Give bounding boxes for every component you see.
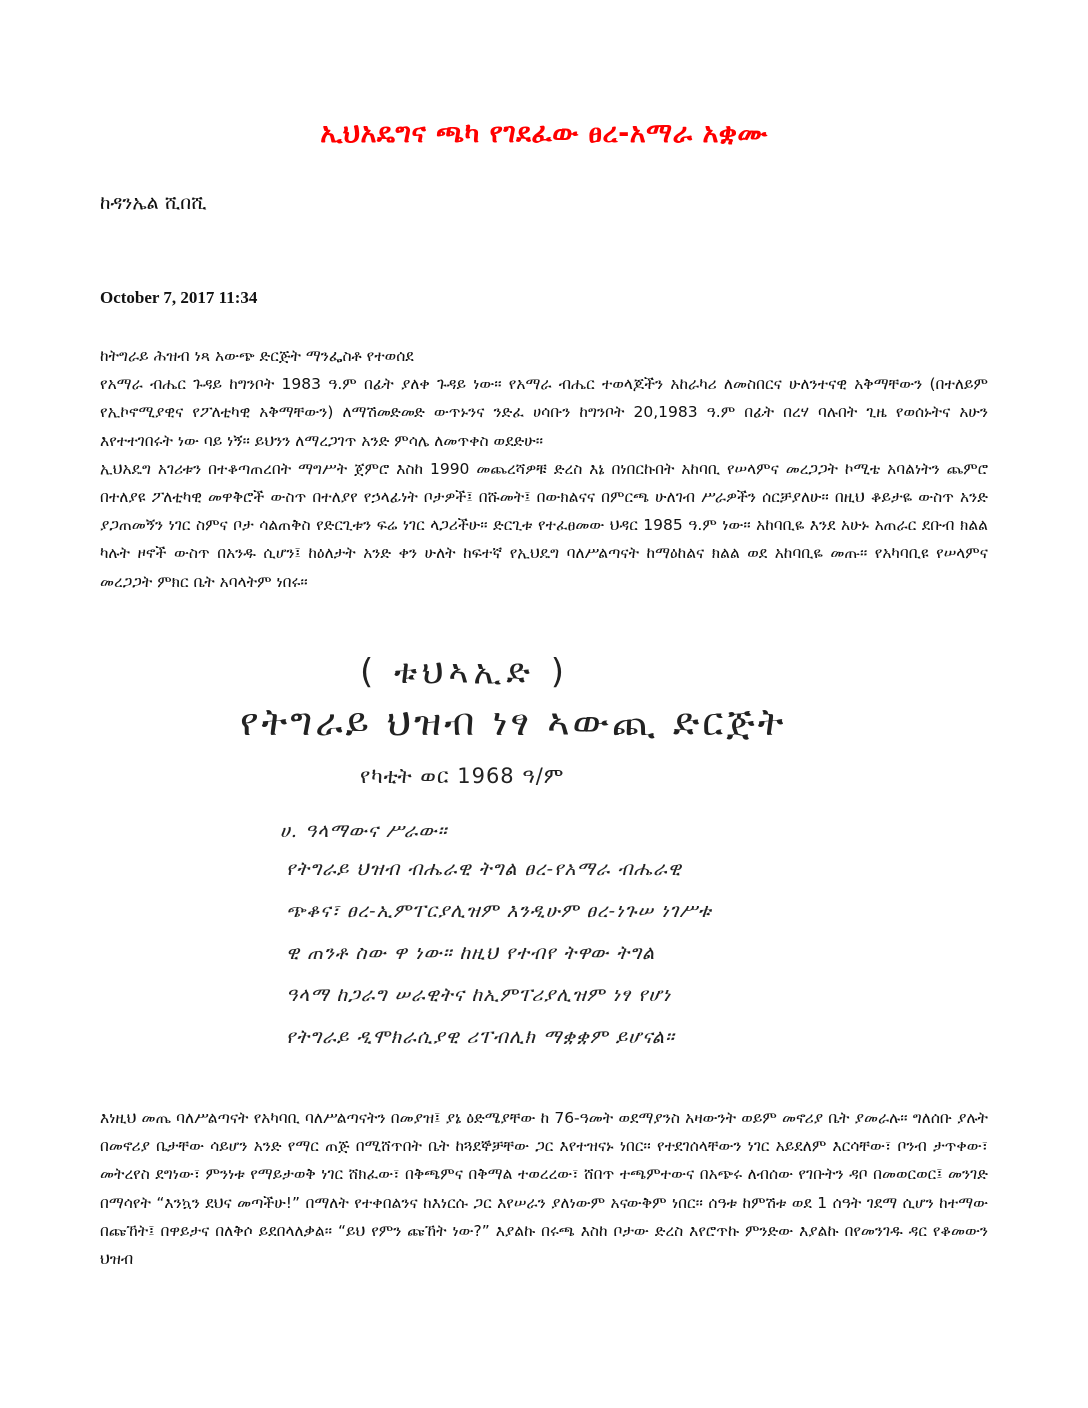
- scan-org-name: የትግራይ ህዝብ ነፃ ኣውጪ ድርጅት: [240, 700, 787, 744]
- paragraph: ከትግራይ ሕዝብ ነጻ አውጭ ድርጅት ማንፌስቶ የተወሰደ: [100, 347, 414, 365]
- handwritten-line: ዓላማ ከጋራግ ሠራዊትና ከኢምፐሪያሊዝም ነፃ የሆነ: [286, 984, 671, 1006]
- article-body-top: [100, 342, 988, 596]
- scan-date: የካቲት ወር 1968 ዓ/ም: [360, 764, 565, 788]
- publish-date: October 7, 2017 11:34: [100, 288, 258, 307]
- paragraph: እነዚህ መጤ ባለሥልጣናት የአካባቢ ባለሥልጣናትን በመያዝ፤ ያኔ ዕድሜያቸው ከ 76-ዓመት ወደማያንስ አዛውንት ወይም መኖሪያ ቤት ያመራሉ፡፡ ግለሰቡ ያሉት በመኖሪያ ቤታቸው ሳይሆን አንድ የማር ጠጅ በሚሸጥበት ቤት ከጓደኞቻቸው ጋር እየተዝናኑ ነበር፡፡ የተደገሰላቸውን ነገር አይደለም እርሳቸው፣ ቦንብ ታጥቀው፣ መትረየስ ደግነው፣ ምንነቱ የማይታወቅ ነገር ሸክፈው፣ በቅጫምና በቅማል ተወረረው፣ ሸበጥ ተጫምተውና በአጭሩ ለብሰው የገቡትን ዳቦ በመወርወር፤ መንገድ በማሳየት “እንኳን ደህና መጣችሁ!” በማለት የተቀበልንና ከእነርሱ ጋር እየሠራን ያለነውም አናውቅም ነበር፡፡ ሰዓቱ ከምሽቱ ወደ 1 ሰዓት ገደማ ሲሆን ከተማው በጩኸት፤ በዋይታና በለቅሶ ይደበላለቃል፡፡ “ይህ የምን ጩኸት ነው?” እያልኩ በሩጫ እስከ ቦታው ድረስ እየሮጥኩ ምንድው እያልኩ በየመንገዱ ዳር የቆመውን ህዝብ: [100, 1109, 988, 1269]
- handwritten-line: ጭቆና፣ ፀረ-ኢምፐርያሊዝም እንዲሁም ፀረ-ነጉሠ ነገሥቱ: [286, 900, 712, 922]
- article-title: ኢህአዴግና ጫካ የገደፈው ፀረ-አማራ አቋሙ: [320, 118, 768, 149]
- scanned-manifesto-excerpt: [240, 652, 880, 1072]
- article-body-bottom: [100, 1104, 988, 1273]
- handwritten-line: ሀ. ዓላማውና ሥራው።: [280, 820, 448, 842]
- paragraph: የአማራ ብሔር ጉዳይ ከግንቦት 1983 ዓ.ም በፊት ያለቀ ጉዳይ ነው፡፡ የአማራ ብሔር ተወላጆችን አከራካሪ ለመስበርና ሁለንተናዊ አቅማቸውን (በተለይም የኢኮኖሚያዊና የፖለቲካዊ አቅማቸውን) ለማሽመድመድ ውጥኑንና ንድፈ ሀሳቡን ከግንቦት 20,1983 ዓ.ም በፊት በረሃ ባሉበት ጊዜ የወሰኑትና አሁን እየተተገበሩት ነው ባይ ነኝ፡፡ ይህንን ለማረጋገጥ አንድ ምሳሌ ለመጥቀስ ወደድሁ፡፡: [100, 375, 988, 450]
- handwritten-line: የትግራይ ህዝብ ብሔራዊ ትግል ፀረ-የአማራ ብሔራዊ: [286, 858, 682, 880]
- handwritten-line: ዊ ጠንቶ ስው ዋ ነው። ከዚህ የተብየ ትዋው ትግል: [286, 942, 656, 964]
- author-byline: ከዳንኤል ሺበሺ: [100, 192, 207, 214]
- handwritten-line: የትግራይ ዲሞክራሲያዊ ሪፐብሊክ ማቋቋም ይሆናል።: [286, 1026, 675, 1048]
- scan-org-acronym: ( ቱህኣኢድ ): [360, 652, 570, 692]
- paragraph: ኢህአዴግ አገሪቱን በተቆጣጠረበት ማግሥት ጀምሮ እስከ 1990 መጨረሻዎቹ ድረስ እኔ በነበርኩበት አከባቢ የሠላምና መረጋጋት ኮሚቴ አባልነትን ጨምሮ በተለያዩ ፖለቲካዊ መዋቅሮች ውስጥ በተለያየ የኃላፊነት ቦታዎች፤ በሹመት፤ በውክልናና በምርጫ ሁለገብ ሥራዎችን ሰርቻያለሁ፡፡ በዚህ ቆይታዬ ውስጥ አንድ ያጋጠመኝን ነገር ስምና ቦታ ሳልጠቅስ የድርጊቱን ፍሬ ነገር ላጋሪችሁ፡፡ ድርጊቱ የተፈፀመው ህዳር 1985 ዓ.ም ነው፡፡ አከባቢዬ እንደ አሁኑ አጠራር ደቡብ ክልል ካሉት ዞኖች ውስጥ በአንዱ ሲሆን፤ ከዕለታት አንድ ቀን ሁለት ከፍተኛ የኢህዴግ ባለሥልጣናት ከማዕከልና ክልል ወደ አከባቢዬ መጡ፡፡ የአካባቢዩ የሠላምና መረጋጋት ምክር ቤት አባላትም ነበሩ፡፡: [100, 459, 988, 591]
